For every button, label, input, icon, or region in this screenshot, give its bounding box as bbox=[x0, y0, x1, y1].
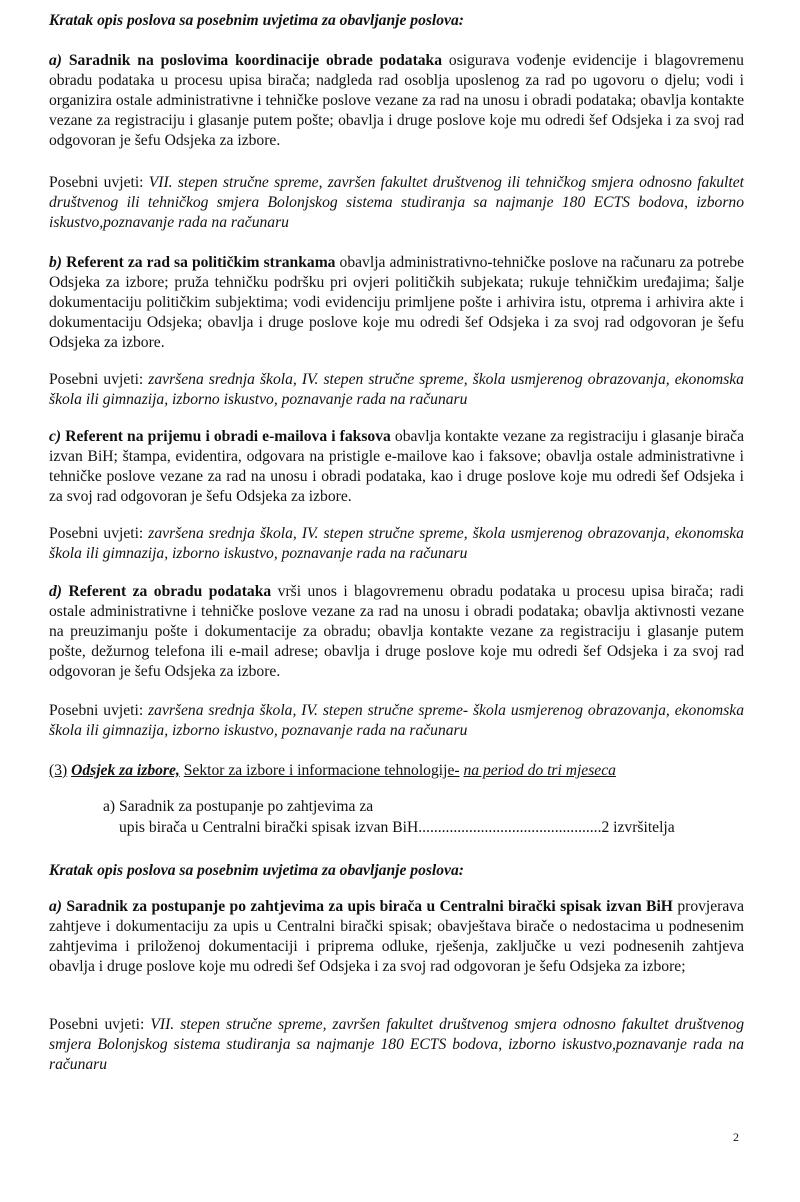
section-heading-2: Kratak opis poslova sa posebnim uvjetima za obavljanje poslova: bbox=[49, 862, 464, 879]
section-3-heading bbox=[49, 761, 744, 781]
position-letter: a) bbox=[49, 52, 62, 69]
conditions-label: Posebni uvjeti: bbox=[49, 1016, 145, 1033]
section-period: na period do tri mjeseca bbox=[463, 762, 616, 779]
section-number: (3) bbox=[49, 762, 68, 779]
conditions-label: Posebni uvjeti: bbox=[49, 174, 144, 191]
position-letter: c) bbox=[49, 428, 62, 445]
page-number: 2 bbox=[733, 1130, 739, 1144]
position-text: osigurava vođenje evidencije i blagovremenu obradu podataka u procesu upisa birača; nadgleda rad osoblja uposlenog za rad po ugovoru o djelu; vodi i organizira ostale administrativne i tehničke poslove vezane za rad na unosu i obradi podataka; obavlja kontakte vezane za registraciju i glasanje putem pošte; obavlja i druge poslove koje mu odredi šef Odsjeka i za svoj rad odgovoran je šefu Odsjeka za izbore. bbox=[49, 52, 744, 149]
section-name: Odsjek za izbore, bbox=[71, 762, 180, 779]
position-title: Referent za rad sa političkim strankama bbox=[66, 254, 336, 271]
section-heading: Kratak opis poslova sa posebnim uvjetima za obavljanje poslova: bbox=[49, 12, 464, 29]
position-b-conditions bbox=[49, 370, 744, 410]
position-c-description bbox=[49, 427, 744, 507]
position-title: Saradnik za postupanje po zahtjevima za upis birača u Centralni birački spisak izvan BiH bbox=[66, 898, 673, 915]
position-title: Referent za obradu podataka bbox=[68, 583, 272, 600]
conditions-text: VII. stepen stručne spreme, završen fakultet društvenog ili tehničkog smjera odnosno fakultet društvenog ili tehničkog smjera Bolonjskog sistema studiranja sa najmanje 180 ECTS bodova, izborno iskustvo,poznavanje rada na računaru bbox=[49, 174, 744, 231]
position-a-conditions bbox=[49, 173, 744, 233]
position-a-description bbox=[49, 51, 744, 151]
position-d-description bbox=[49, 582, 744, 682]
listing-dots: ............................................... bbox=[418, 819, 602, 836]
position-e-conditions bbox=[49, 1015, 744, 1075]
position-text: vrši unos i blagovremenu obradu podataka u procesu upisa birača; radi ostale administrativne i tehničke poslove vezane za rad na unosu i obradi podataka; obavlja aktivnosti vezane na preuzimanju pošte i dokumentacije za obradu; obavlja kontakte vezane za registraciju i glasanje putem pošte, dežurnog telefona ili e-mail adrese; obavlja i druge poslove koje mu odredi šef Odsjeka i za svoj rad odgovoran je šefu Odsjeka za izbore. bbox=[49, 583, 744, 680]
position-title: Saradnik na poslovima koordinacije obrade podataka bbox=[68, 52, 443, 69]
position-e-description bbox=[49, 897, 744, 977]
position-text: obavlja administrativno-tehničke poslove na računaru za potrebe Odsjeka za izbore; pruža tehničku podršku pri ovjeri političkih subjekata; rukuje tehničkim uređajima; šalje dokumentaciju političkim subjektima; vodi evidenciju primljene pošte i arhivira istu, otprema i arhivira akte i dokumentaciju Odsjeka; obavlja i druge poslove koje mu odredi šef Odsjeka i za svoj rad odgovoran je šefu Odsjeka za izbore. bbox=[49, 254, 744, 351]
conditions-label: Posebni uvjeti: bbox=[49, 371, 144, 388]
position-text: obavlja kontakte vezane za registraciju i glasanje birača izvan BiH; štampa, evidentira, odgovara na pristigle e-mailove kao i faksove; obavlja ostale administrativne i tehničke poslove vezane za rad na unosu i obradi podataka, kao i druge poslove koje mu odredi šef Odsjeka i za svoj rad odgovoran je šefu Odsjeka za izbore. bbox=[49, 428, 744, 505]
position-letter: b) bbox=[49, 254, 62, 271]
conditions-text: završena srednja škola, IV. stepen stručne spreme- škola usmjerenog obrazovanja, ekonomska škola ili gimnazija, izborno iskustvo, poznavanje rada na računaru bbox=[49, 702, 744, 739]
conditions-text: VII. stepen stručne spreme, završen fakultet društvenog smjera odnosno fakultet društvenog smjera Bolonjskog sistema studiranja sa najmanje 180 ECTS bodova, izborno iskustvo,poznavanje rada na računaru bbox=[49, 1016, 744, 1073]
position-c-conditions bbox=[49, 524, 744, 564]
conditions-label: Posebni uvjeti: bbox=[49, 702, 144, 719]
listing-line-1: a) Saradnik za postupanje po zahtjevima za bbox=[103, 798, 374, 815]
position-b-description bbox=[49, 253, 744, 353]
position-text: provjerava zahtjeve i dokumentaciju za upis u Centralni birački spisak; obavještava birače o nedostacima u podnesenim zahtjevima i priloženoj dokumentaciji i priprema odluke, rješenja, zaključke u vezi podnesenih zahtjeva obavlja i druge poslove koje mu odredi šef Odsjeka i za svoj rad odgovoran je šefu Odsjeka za izbore; bbox=[49, 898, 744, 975]
listing-title: upis birača u Centralni birački spisak izvan BiH bbox=[119, 819, 419, 836]
position-letter: a) bbox=[49, 898, 62, 915]
position-title: Referent na prijemu i obradi e-mailova i faksova bbox=[65, 428, 391, 445]
conditions-label: Posebni uvjeti: bbox=[49, 525, 144, 542]
conditions-text: završena srednja škola, IV. stepen stručne spreme, škola usmjerenog obrazovanja, ekonomska škola ili gimnazija, izborno iskustvo, poznavanje rada na računaru bbox=[49, 371, 744, 408]
section-sector: Sektor za izbore i informacione tehnologije- bbox=[183, 762, 460, 779]
position-d-conditions bbox=[49, 701, 744, 741]
listing-line-2 bbox=[119, 818, 746, 838]
position-letter: d) bbox=[49, 583, 62, 600]
listing-count: 2 izvršitelja bbox=[601, 819, 675, 836]
conditions-text: završena srednja škola, IV. stepen stručne spreme, škola usmjerenog obrazovanja, ekonomska škola ili gimnazija, izborno iskustvo, poznavanje rada na računaru bbox=[49, 525, 744, 562]
